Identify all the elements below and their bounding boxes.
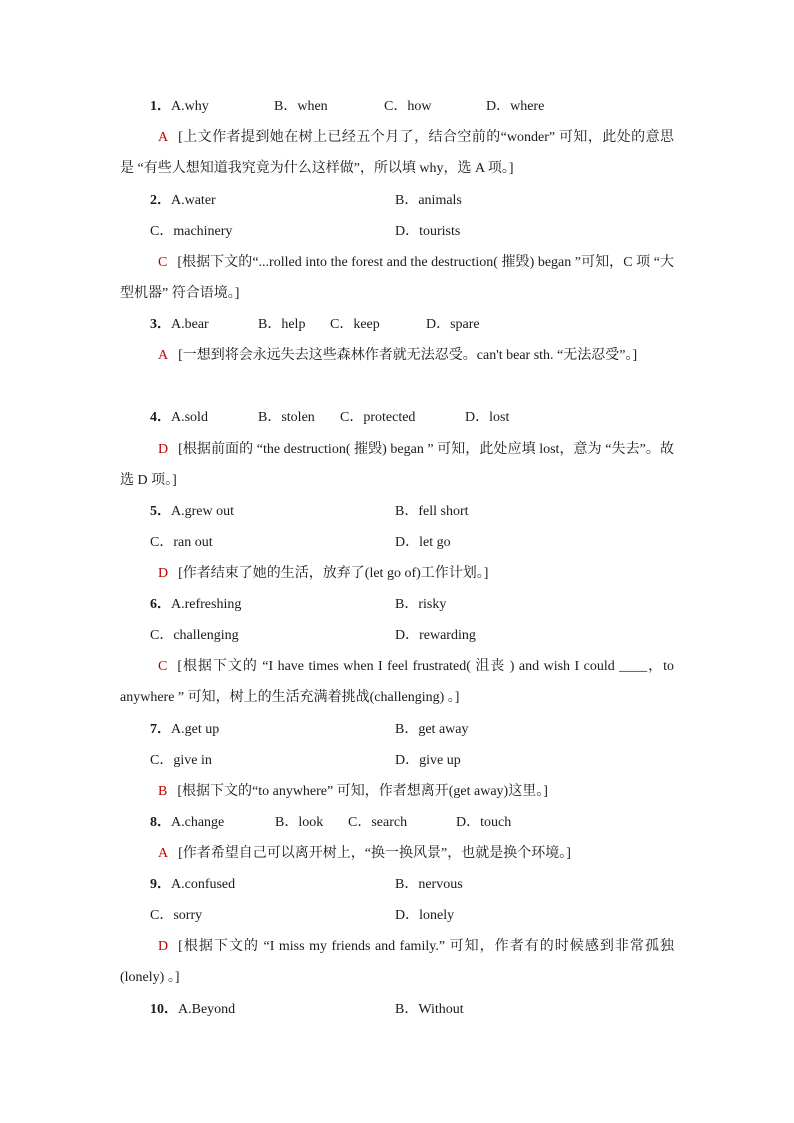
option-b: B．nervous <box>395 877 463 892</box>
option-a: A.Beyond <box>178 1002 236 1017</box>
option-a: A.sold <box>171 410 208 425</box>
option-b: B．when <box>274 99 328 114</box>
answer-explanation-6 <box>120 651 674 713</box>
option-c: C．keep <box>330 317 380 332</box>
explanation-text: [上文作者提到她在树上已经五个月了，结合空前的“wonder” 可知，此处的意思是 “有些人想知道我究竟为什么这样做”，所以填 why，选 A 项。] <box>120 130 674 176</box>
question-10-option-a <box>150 1001 235 1019</box>
option-d: D．spare <box>426 317 480 332</box>
question-number: 3． <box>150 317 171 332</box>
option-a: A.grew out <box>171 504 234 519</box>
question-number: 4． <box>150 410 171 425</box>
option-b: B．help <box>258 317 306 332</box>
question-number: 5． <box>150 504 171 519</box>
answer-explanation-5 <box>120 558 674 589</box>
option-d: D．touch <box>456 815 512 830</box>
option-d: D．give up <box>395 753 461 768</box>
option-b: B．risky <box>395 597 447 612</box>
explanation-text: [作者结束了她的生活，放弃了(let go of)工作计划。] <box>178 566 489 581</box>
question-5-option-a <box>150 503 234 521</box>
option-d: D．lonely <box>395 908 455 923</box>
option-a: A.change <box>171 815 225 830</box>
answer-explanation-2 <box>120 247 674 309</box>
question-number: 9． <box>150 877 171 892</box>
option-b: B．look <box>275 815 324 830</box>
option-b: B．fell short <box>395 504 469 519</box>
option-c: C．challenging <box>150 628 239 643</box>
question-number: 2． <box>150 193 171 208</box>
answer-explanation-8 <box>120 838 674 869</box>
question-6-option-a <box>150 596 241 614</box>
option-a: A.refreshing <box>171 597 242 612</box>
option-d: D．where <box>486 99 545 114</box>
option-c: C．how <box>384 99 432 114</box>
option-d: D．lost <box>465 410 510 425</box>
option-a: A.get up <box>171 722 220 737</box>
answer-letter: D <box>158 442 169 457</box>
question-number: 8． <box>150 815 171 830</box>
question-8-options <box>150 814 224 832</box>
answer-letter: A <box>158 348 169 363</box>
explanation-text: [作者希望自己可以离开树上，“换一换风景”，也就是换个环境。] <box>178 846 571 861</box>
explanation-text: [一想到将会永远失去这些森林作者就无法忍受。can't bear sth. “无法忍受”。] <box>178 348 638 363</box>
option-a: A.bear <box>171 317 209 332</box>
question-9-option-a <box>150 876 235 894</box>
option-c: C．give in <box>150 753 212 768</box>
answer-letter: C <box>158 659 168 674</box>
option-a: A.confused <box>171 877 236 892</box>
option-c: C．search <box>348 815 408 830</box>
question-3-options <box>150 316 209 334</box>
answer-letter: B <box>158 784 168 799</box>
answer-letter: D <box>158 939 169 954</box>
option-c: C．sorry <box>150 908 203 923</box>
explanation-text: [根据下文的 “I have times when I feel frustrated( 沮丧 ) and wish I could ____，to anywhere ” 可知，树上的生活充满着挑战(challenging) 。] <box>120 659 674 705</box>
answer-explanation-3 <box>120 340 674 371</box>
explanation-text: [根据下文的“to anywhere” 可知，作者想离开(get away)这里。] <box>177 784 548 799</box>
question-number: 6． <box>150 597 171 612</box>
option-d: D．tourists <box>395 224 461 239</box>
answer-letter: D <box>158 566 169 581</box>
question-1-options <box>150 98 209 116</box>
option-c: C．machinery <box>150 224 233 239</box>
answer-explanation-9 <box>120 931 674 993</box>
option-b: B．get away <box>395 722 469 737</box>
option-c: C．protected <box>340 410 416 425</box>
question-2-option-a <box>150 192 216 210</box>
question-number: 1． <box>150 99 171 114</box>
option-b: B．stolen <box>258 410 315 425</box>
question-number: 10． <box>150 1002 178 1017</box>
option-b: B．animals <box>395 193 462 208</box>
answer-letter: A <box>158 130 169 145</box>
option-d: D．let go <box>395 535 451 550</box>
option-c: C．ran out <box>150 535 213 550</box>
answer-letter: A <box>158 846 169 861</box>
option-d: D．rewarding <box>395 628 476 643</box>
answer-explanation-1 <box>120 122 674 184</box>
question-4-options <box>150 409 208 427</box>
explanation-text: [根据前面的 “the destruction( 摧毁) began ” 可知，此处应填 lost，意为 “失去”。故选 D 项。] <box>120 442 674 488</box>
explanation-text: [根据下文的“...rolled into the forest and the destruction( 摧毁) began ”可知，C 项 “大型机器” 符合语境。] <box>120 255 674 301</box>
question-number: 7． <box>150 722 171 737</box>
question-7-option-a <box>150 721 219 739</box>
explanation-text: [根据下文的 “I miss my friends and family.” 可知，作者有的时候感到非常孤独(lonely) 。] <box>120 939 674 985</box>
option-a: A.why <box>171 99 209 114</box>
answer-explanation-7 <box>120 776 674 807</box>
option-a: A.water <box>171 193 216 208</box>
option-b: B．Without <box>395 1002 464 1017</box>
answer-explanation-4 <box>120 434 674 496</box>
answer-letter: C <box>158 255 168 270</box>
